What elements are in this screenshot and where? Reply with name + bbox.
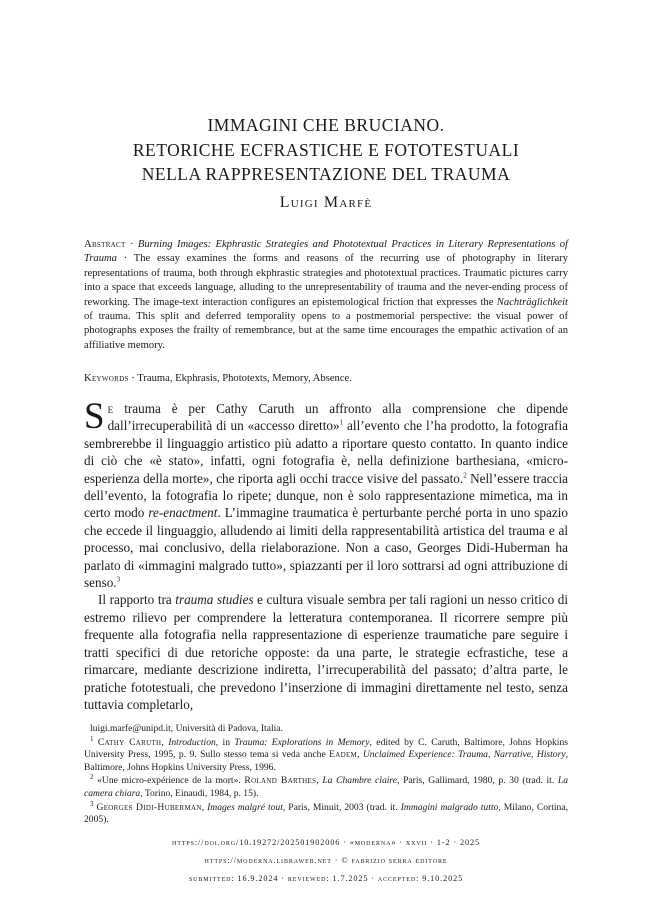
body-text: all’evento che l’ha prodotto, la fotografia sembrerebbe il linguaggio artistico più adatto a riportare questo contatto. In quanto indice di ciò che «è stato», infatti, ogni fotografia è, nella definizione barthesiana, «micro-esperienza della morte», che riporta agli occhi tracce visive del passato. bbox=[84, 418, 568, 486]
paragraph bbox=[84, 591, 568, 713]
author-name: Luigi Marfè bbox=[279, 194, 373, 211]
author-email[interactable]: luigi.marfe@unipd.it, Università di Padova, Italia. bbox=[90, 723, 283, 734]
article-page bbox=[84, 0, 568, 917]
note-text: , bbox=[357, 749, 363, 761]
footer-website-line[interactable]: https://moderna.libraweb.net · © fabrizio serra editore bbox=[204, 856, 448, 865]
article-body bbox=[84, 396, 569, 713]
separator: · bbox=[116, 253, 134, 265]
footnote-3 bbox=[84, 799, 568, 827]
cited-title: Immagini malgrado tutto bbox=[400, 801, 499, 813]
abstract-english-title: Burning Images: Ekphrastic Strategies and Phototextual Practices in Literary Representations of Trauma bbox=[84, 239, 568, 265]
footnote-ref-2[interactable]: 2 bbox=[463, 471, 467, 480]
cited-title: Images malgré tout bbox=[207, 801, 283, 813]
footnote-ref-3[interactable]: 3 bbox=[116, 575, 121, 584]
cited-title: Unclaimed Experience: Trauma, Narrative, History bbox=[362, 749, 566, 761]
emphasis: trauma studies bbox=[175, 592, 254, 608]
cited-author: Cathy Caruth bbox=[97, 736, 162, 748]
body-text: e cultura visuale sembra per tali ragioni un nesso critico di estremo rilievo per comprendere la letteratura contemporanea. Il ricorrere sempre più frequente alla fotografia nella rappresentazione di esperienze traumatiche pare seguire i tratti specifici di due retoriche opposte: da una parte, le strategie ecfrastiche, tese a rimarcare, mediante descrizione indiretta, l’irrecuperabilità del passato; d’altra parte, le pratiche fototestuali, che prevedono l’inserzione di immagini direttamente nel testo, senza tuttavia completarlo, bbox=[84, 592, 569, 712]
note-text: , bbox=[201, 801, 208, 813]
note-text: , bbox=[161, 736, 169, 748]
affiliation-note bbox=[84, 723, 568, 736]
note-text: «Une micro-expérience de la mort». bbox=[97, 775, 245, 787]
keywords-text: · Trauma, Ekphrasis, Phototexts, Memory, Absence. bbox=[128, 373, 352, 384]
abstract-text: of trauma. This split and deferred temporality opens to a postmemorial perspective: the visual power of photographs exposes the frailty of remembrance, but at the same time encourages the empathic activation of an affiliative memory. bbox=[84, 311, 568, 351]
cited-author: Georges Didi-Huberman bbox=[96, 801, 202, 813]
cited-author: Roland Barthes bbox=[244, 775, 317, 787]
cited-author: Eadem bbox=[329, 749, 358, 761]
note-text: , Baltimore, Johns Hopkins University Press, 1996. bbox=[84, 749, 569, 773]
keywords bbox=[84, 373, 568, 384]
note-text: , bbox=[316, 775, 323, 787]
abstract-term: Nachträglichkeit bbox=[496, 296, 568, 308]
note-text: , edited by C. Caruth, Baltimore, Johns Hopkins University Press, 1995, p. 9. Sullo stesso tema si veda anche bbox=[84, 736, 568, 761]
note-text: , Paris, Gallimard, 1980, p. 30 (trad. it. bbox=[397, 775, 558, 787]
drop-cap: S bbox=[84, 396, 105, 437]
footer-doi-line[interactable]: https://doi.org/10.19272/202501902006 · «moderna» · xxvii · 1-2 · 2025 bbox=[171, 838, 480, 847]
cited-title: Introduction bbox=[168, 736, 216, 748]
footnote-1 bbox=[84, 734, 569, 775]
first-word-smallcaps: e bbox=[107, 401, 114, 416]
paragraph bbox=[84, 396, 568, 591]
note-text: , Torino, Einaudi, 1984, p. 15). bbox=[140, 787, 259, 799]
note-text: , Milano, Cortina, 2005). bbox=[84, 801, 568, 826]
keywords-label: Keywords bbox=[84, 373, 129, 384]
cited-title: Trauma: Explorations in Memory bbox=[234, 736, 370, 748]
article-title bbox=[84, 113, 568, 187]
abstract-label: Abstract bbox=[84, 239, 126, 250]
separator: · bbox=[125, 239, 138, 250]
footnote-number: 2 bbox=[90, 773, 94, 782]
footer-dates-line: submitted: 16.9.2024 · reviewed: 1.7.2025 · accepted: 9.10.2025 bbox=[188, 874, 464, 883]
cited-title: La Chambre claire bbox=[322, 775, 398, 787]
title-line: RETORICHE ECFRASTICHE E FOTOTESTUALI bbox=[132, 139, 520, 160]
title-line: NELLA RAPPRESENTAZIONE DEL TRAUMA bbox=[141, 164, 511, 184]
abstract-text: The essay examines the forms and reasons of the recurring use of photography in literary representations of trauma, both through ekphrastic strategies and phototextual practices. Traumatic pictures carry into a space that exceeds language, alluding to the unrepresentability of trauma and the never-ending process of reworking. The image-text interaction configures an epistemological friction that expresses the bbox=[84, 253, 568, 308]
note-text: , Paris, Minuit, 2003 (trad. it. bbox=[282, 801, 401, 813]
body-text: trauma è per Cathy Caruth un affronto alla comprensione che dipende dall’irrecuperabilità di un «accesso diretto» bbox=[107, 401, 568, 434]
footnote-2 bbox=[84, 775, 568, 800]
footnote-number: 1 bbox=[90, 734, 94, 743]
cited-title: La camera chiara bbox=[84, 775, 568, 799]
body-text: . L’immagine traumatica è perturbante perché porta in uno spazio che eccede il linguaggio, alludendo ai limiti della rappresentabilità artistica del trauma e al processo, mai conclusivo, della rielaborazione. Non a caso, Georges Didi-Huberman ha parlato di «immagini malgrado tutto», spiazzanti per il loro sottrarsi ad ogni attribuzione di senso. bbox=[84, 505, 568, 591]
emphasis: re-enactment bbox=[148, 505, 218, 521]
footnote-ref-1[interactable]: 1 bbox=[339, 419, 344, 428]
abstract bbox=[84, 238, 568, 353]
title-line: IMMAGINI CHE BRUCIANO. bbox=[207, 115, 445, 135]
footnote-number: 3 bbox=[90, 799, 94, 808]
footnotes bbox=[84, 723, 568, 828]
note-text: , in bbox=[215, 736, 235, 748]
body-text: Nell’essere traccia dell’evento, la fotografia lo ripete; dunque, non è solo rappresentazione mimetica, ma in certo modo bbox=[84, 470, 568, 521]
body-text: Il rapporto tra bbox=[98, 592, 176, 608]
